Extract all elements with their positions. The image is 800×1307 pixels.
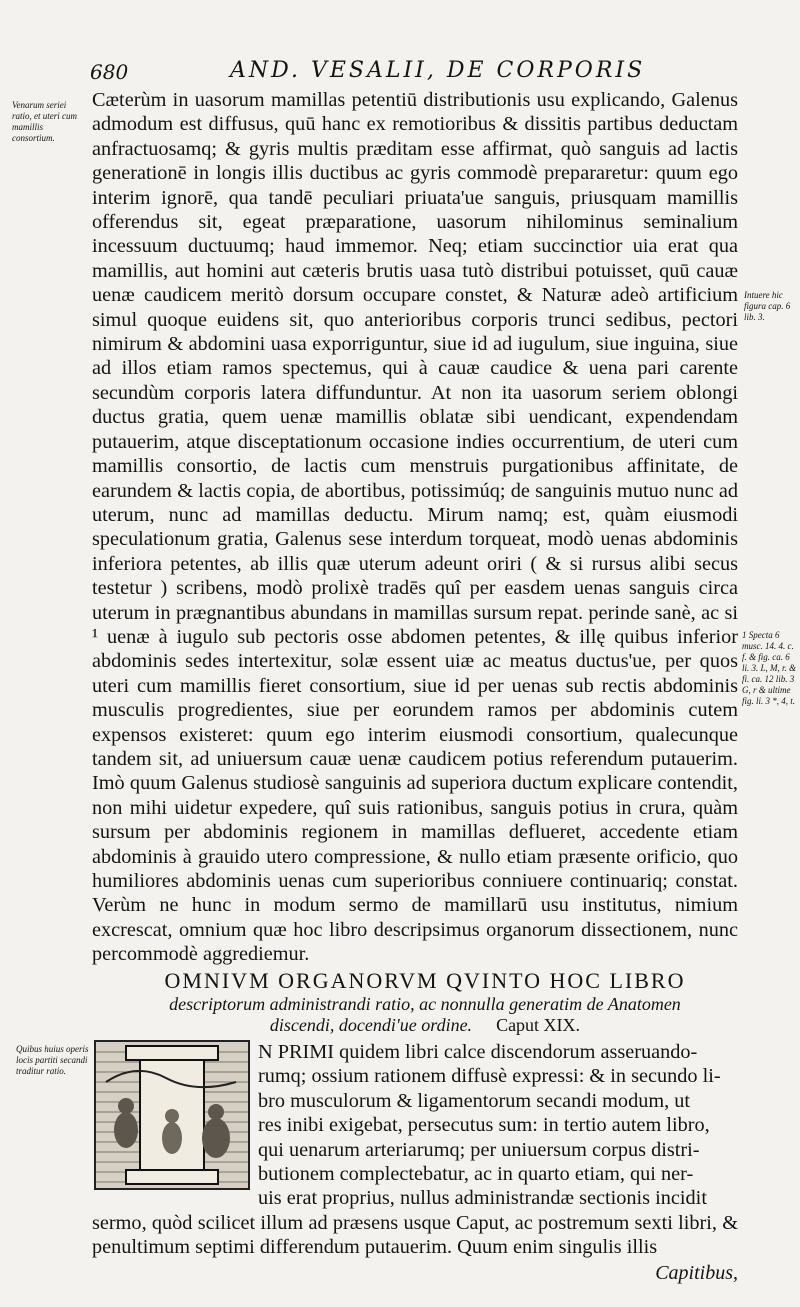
running-title: AND. VESALII, DE CORPORIS — [230, 58, 646, 83]
margin-note-left-2: Quibus huius operis locis partiti secandi traditur ratio. — [16, 1044, 89, 1076]
chapter-title-line-1: OMNIVM ORGANORVM QVINTO HOC LIBRO — [164, 968, 686, 993]
chapter-title-line-2: descriptorum administrandi ratio, ac nonnulla generatim de Anatomen — [169, 994, 681, 1014]
chapter-tail-text: sermo, quòd scilicet illum ad præsens usque Caput, ac postremum sexti libri, & penultimum septimi differendum putauerim. Quum enim singulis illis — [92, 1211, 738, 1259]
chapter-line: N PRIMI quidem libri calce discendorum asseruando- — [258, 1041, 698, 1063]
main-text-block — [92, 88, 738, 967]
chapter-line: butionem complectebatur, ac in quarto etiam, qui ner- — [258, 1163, 694, 1186]
page-number: 680 — [90, 60, 129, 84]
margin-note-right-1: Intuere hic figura cap. 6 lib. 3. — [744, 290, 791, 322]
margin-note-right-2: 1 Specta 6 musc. 14. 4. c. f. & fig. ca. 6 li. 3. L, M, r. & fi. ca. 12 lib. 3 G, r & ultime fig. li. 3 *, 4, t. — [742, 630, 797, 706]
chapter-line: uis erat proprius, nullus administrandæ sectionis incidit — [258, 1187, 707, 1210]
catchword: Capitibus, — [655, 1262, 738, 1284]
body-paragraph: Cæterùm in uasorum mamillas petentiū distributionis usu explicando, Galenus admodum est diffusus, quū hanc ex remotioribus & dissitis partibus deductam anfractuosamq; & gyris multis præditam esse affirmat, quò sanguis ad lactis generationē in longis illis ductibus ac gyris commodè prepararetur: quum ego interim ignorē, qua tandē peculiari priuata'ue sanguis, priusquam mamillis offerendus sit, egeat præparatione, uasorum nihilominus seminalium incessuum ductuumq; haud immemor. Neq; etiam succinctior uia erat qua mamillis, aut homini aut cæteris brutis uasa tutò distribui potuisset, quū cauæ uenæ caudicem meritò dorsum occupare constet, & Naturæ adeò artificium simul quoque euidens sit, quo anterioribus corporis trunci sedibus, pectori nimirum & abdomini uasa exporriguntur, siue id ad iugulum, siue inguina, siue ad illos etiam ramos spectemus, qui à cauæ caudice & uena pari carente secundùm corporis latera diffunduntur. At non ita uasorum seriem oblongi ductus gratia, quem uenæ mamillis oblatæ sibi uendicant, expendendam putauerim, atque disceptationum occasione indies occurrentium, de uteri cum mamillis consortio, de lactis cum menstruis purgationibus affinitate, de earundem & lactis copia, de abortibus, potissimúq; de sanguinis mutuo nunc ad uterum, nunc ad mamillas deductu. Mirum namq; est, quàm eiusmodi speculationum gratia, Galenus sese interdum torqueat, modò uenas abdominis inferiora petentes, ab illis quæ uterum adeunt oriri ( & si rursus alibi secus testetur ) scribens, modò prolixè tradēs quî per easdem uenas sanguis circa uterum in prægnantibus abundans in mamillas sursum repat. perinde sanè, ac si ¹ uenæ à iugulo sub pectoris osse abdomen petentes, & illę quibus inferior abdominis sedes intertexitur, solæ essent uiæ ac meatus ductus'ue, per quos uteri cum mamillis fieret consortium, siue id per uenas sub rectis abdominis musculis progredientes, siue per eorundem ramos per abdominis cutem expensos existeret: quum ego interim eiusmodi consortium, qualecunque tandem sit, ad uniuersum cauæ uenæ caudicem potius referendum putauerim. Imò quum Galenus studiosè sanguinis ad superiora ductum explicare contendit, non mihi uidetur expedere, quî suis rationibus, sanguis potius in crura, quàm sursum per abdominis regionem in mamillas deflueret, accedente etiam abdominis à grauido utero compressione, & nullo etiam præsente orificio, quo humiliores abdominis uenas cum superioribus conniuere continuariq; constat. Verùm ne hunc in modum sermo de mamillarū usu institutus, nimium excrescat, omnium quæ hoc libro descripsimus organorum dissectionem, nunc percommodè aggrediemur. — [92, 89, 738, 966]
page-header — [90, 58, 710, 88]
chapter-line: bro musculorum & ligamentorum secandi modum, ut — [258, 1089, 691, 1112]
chapter-heading — [110, 968, 740, 1036]
margin-note-left-1: Venarum seriei ratio, et uteri cum mamillis consortium. — [12, 100, 77, 143]
caput-number: Caput XIX. — [496, 1015, 581, 1035]
chapter-title-line-3 — [110, 1015, 740, 1036]
chapter-line: rumq; ossium rationem diffusè expressi: & in secundo li- — [258, 1065, 721, 1088]
chapter-body — [92, 1040, 738, 1260]
chapter-title-line-3-text: discendi, docendi'ue ordine. — [269, 1015, 473, 1035]
chapter-line: res inibi exigebat, persecutus sum: in tertio autem libro, — [258, 1114, 710, 1137]
chapter-line: qui uenarum arteriarumq; per uniuersum corpus distri- — [258, 1138, 700, 1161]
